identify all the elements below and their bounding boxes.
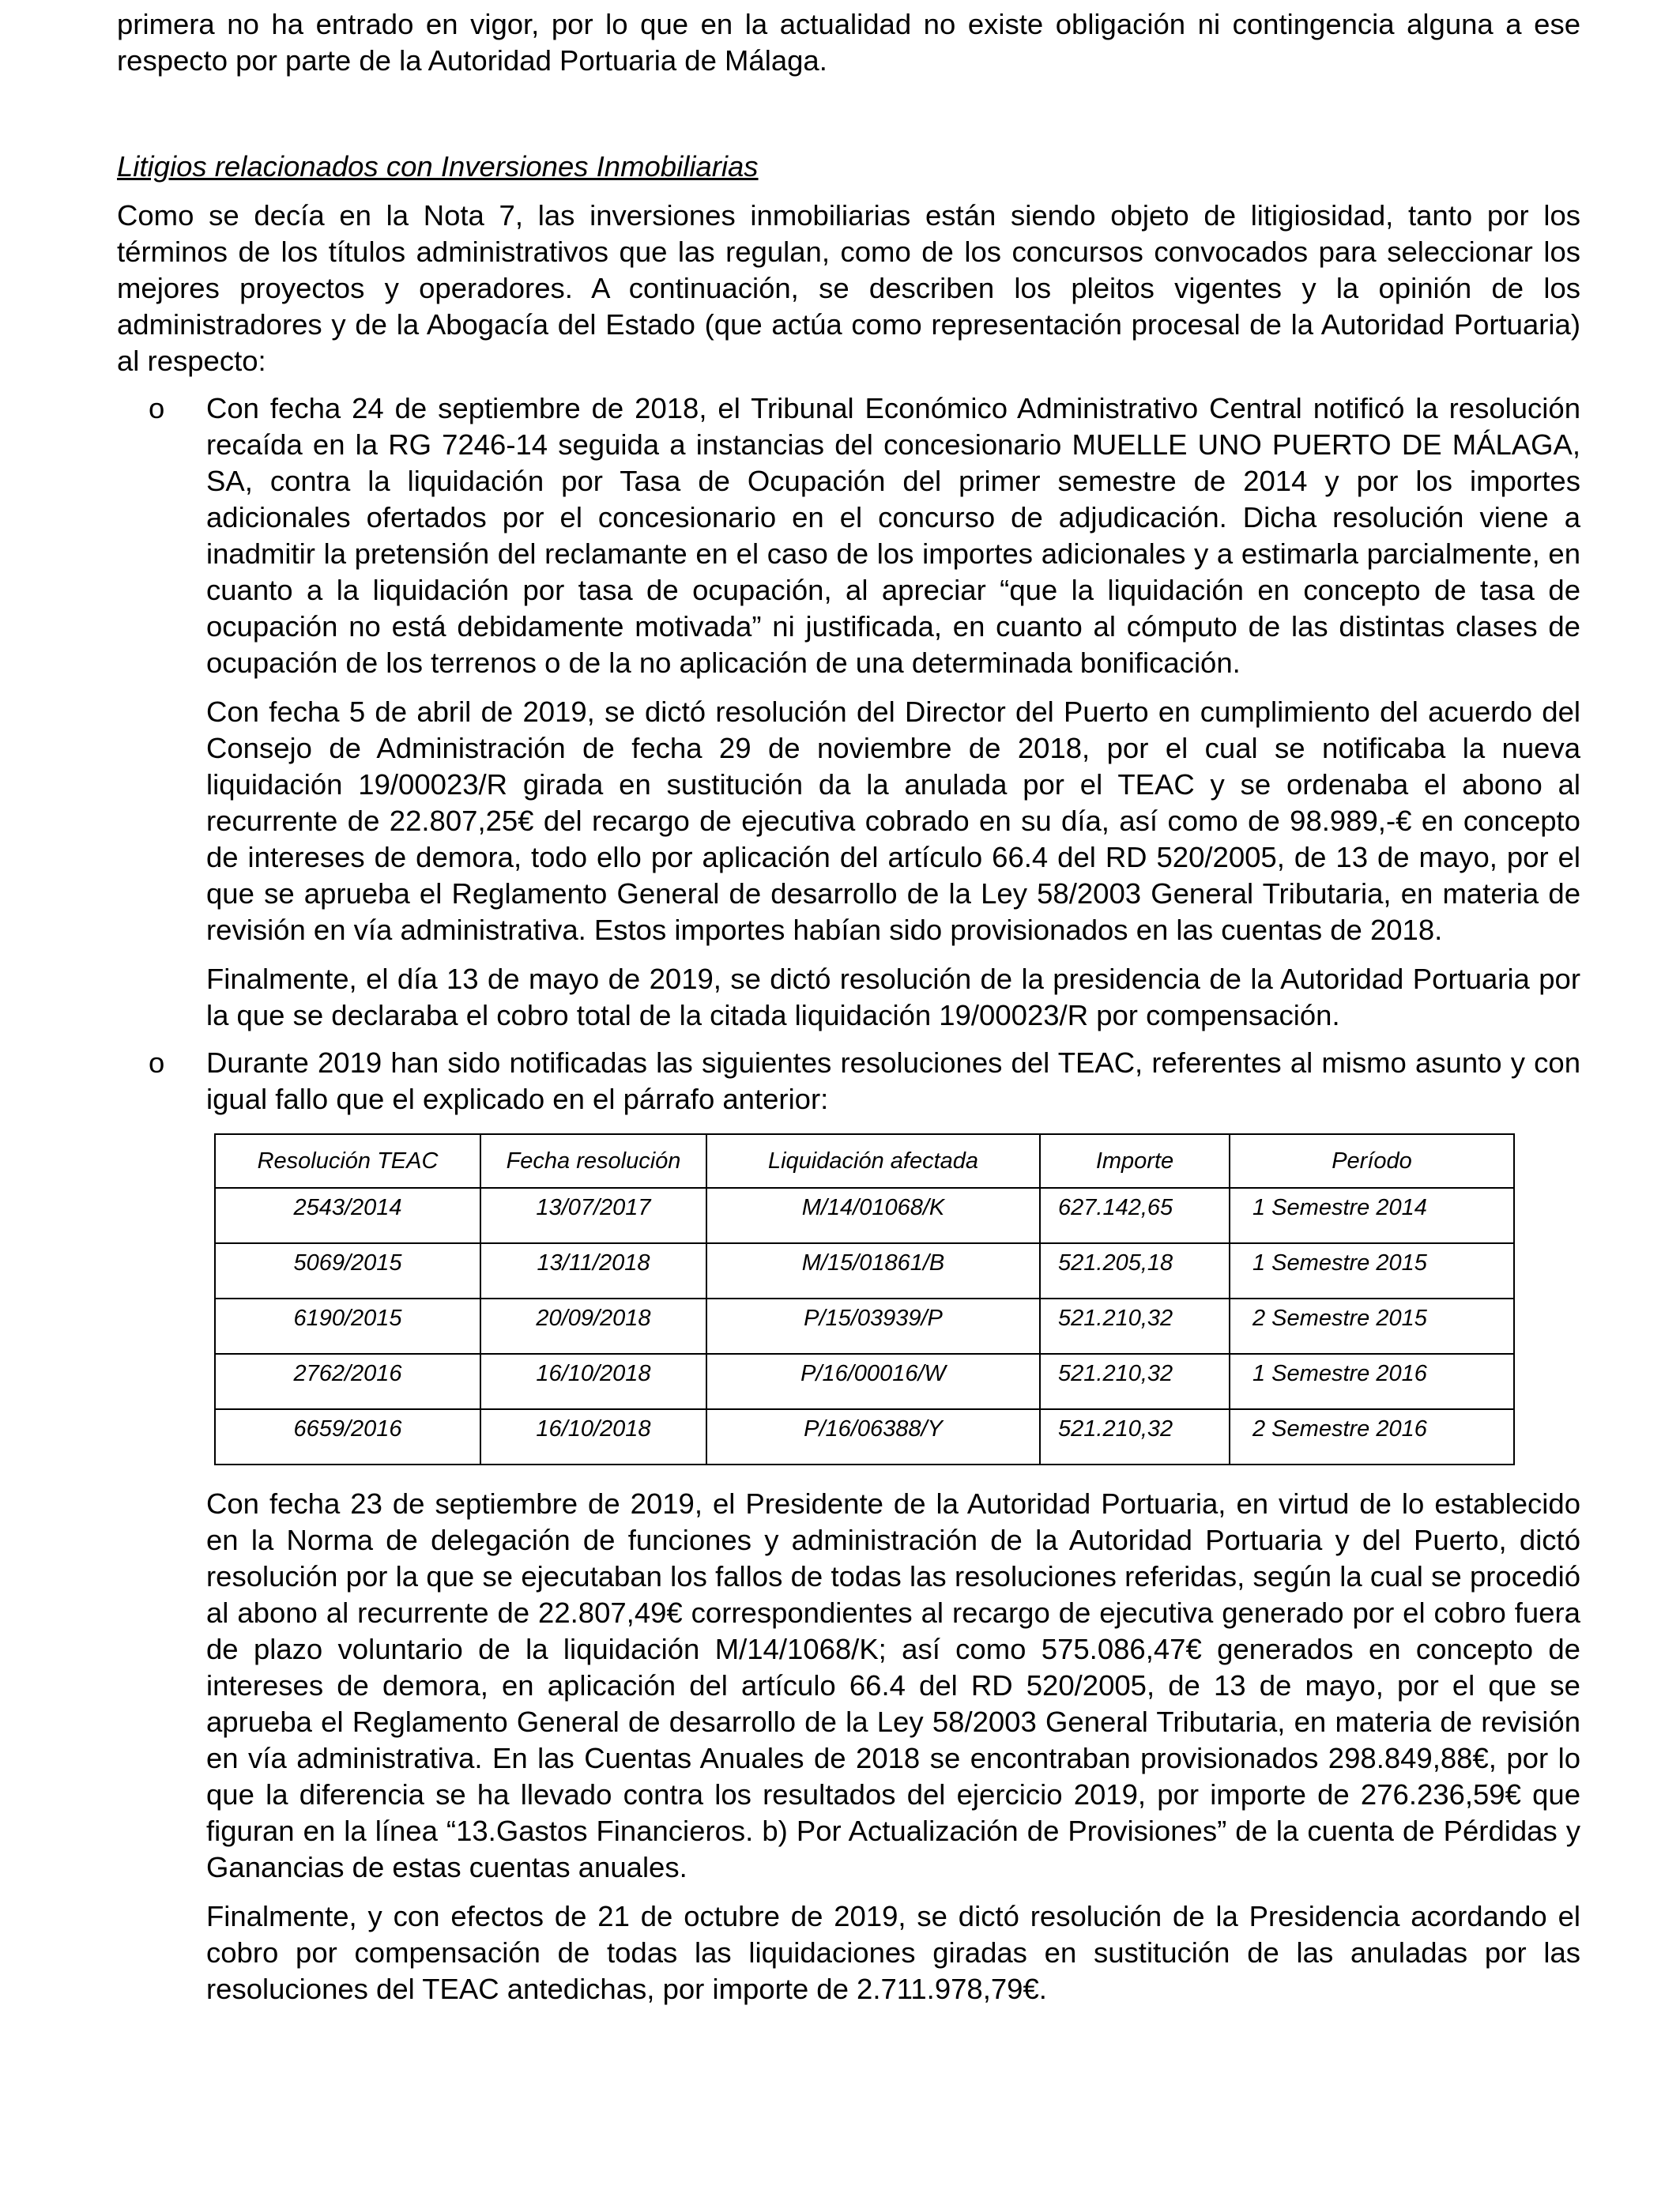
table-cell: 1 Semestre 2016 <box>1230 1354 1514 1409</box>
table-row <box>215 1299 1514 1354</box>
table-cell: 20/09/2018 <box>480 1299 706 1354</box>
bullet-1-paragraph: Con fecha 24 de septiembre de 2018, el Tribunal Económico Administrativo Central notificó la resolución recaída en la RG 7246-14 seguida a instancias del concesionario MUELLE UNO PUERTO DE MÁLAGA, SA, contra la liquidación por Tasa de Ocupación del primer semestre de 2014 y por los importes adicionales ofertados por el concesionario en el concurso de adjudicación. Dicha resolución viene a inadmitir la pretensión del reclamante en el caso de los importes adicionales y a estimarla parcialmente, en cuanto a la liquidación por tasa de ocupación, al apreciar “que la liquidación en concepto de tasa de ocupación no está debidamente motivada” ni justificada, en cuanto al cómputo de las distintas clases de ocupación de los terrenos o de la no aplicación de una determinada bonificación. <box>206 392 1580 679</box>
table-header-cell: Resolución TEAC <box>215 1134 480 1188</box>
table-cell: 521.210,32 <box>1040 1354 1230 1409</box>
table-cell: 13/11/2018 <box>480 1243 706 1299</box>
bullet-marker: o <box>149 392 165 424</box>
bullet-2-paragraph-3: Finalmente, y con efectos de 21 de octubre de 2019, se dictó resolución de la Presidencia acordando el cobro por compensación de todas las liquidaciones giradas en sustitución de las anuladas por las resoluciones del TEAC antedichas, por importe de 2.711.978,79€. <box>206 1900 1580 2005</box>
teac-resolutions-table <box>214 1133 1515 1465</box>
table-row <box>215 1409 1514 1465</box>
table-cell: 1 Semestre 2014 <box>1230 1188 1514 1243</box>
bullet-marker: o <box>149 1046 165 1079</box>
table-row <box>215 1188 1514 1243</box>
table-cell: 13/07/2017 <box>480 1188 706 1243</box>
table-row <box>215 1243 1514 1299</box>
table-cell: 2543/2014 <box>215 1188 480 1243</box>
table-cell: 2 Semestre 2016 <box>1230 1409 1514 1465</box>
table-cell: P/15/03939/P <box>706 1299 1040 1354</box>
section-heading: Litigios relacionados con Inversiones Inmobiliarias <box>117 150 759 183</box>
table-cell: 1 Semestre 2015 <box>1230 1243 1514 1299</box>
table-cell: 521.205,18 <box>1040 1243 1230 1299</box>
bullet-2-paragraph: Durante 2019 han sido notificadas las siguientes resoluciones del TEAC, referentes al mismo asunto y con igual fallo que el explicado en el párrafo anterior: <box>206 1046 1580 1115</box>
bullet-item-1 <box>117 390 1580 681</box>
table-cell: 5069/2015 <box>215 1243 480 1299</box>
table-header-row <box>215 1134 1514 1188</box>
table-cell: 16/10/2018 <box>480 1409 706 1465</box>
table-cell: 2 Semestre 2015 <box>1230 1299 1514 1354</box>
table-cell: 521.210,32 <box>1040 1409 1230 1465</box>
table-cell: 521.210,32 <box>1040 1299 1230 1354</box>
table-row <box>215 1354 1514 1409</box>
table-cell: 627.142,65 <box>1040 1188 1230 1243</box>
table-cell: 2762/2016 <box>215 1354 480 1409</box>
table-header-cell: Importe <box>1040 1134 1230 1188</box>
table-header-cell: Liquidación afectada <box>706 1134 1040 1188</box>
bullet-1-paragraph-3: Finalmente, el día 13 de mayo de 2019, se dictó resolución de la presidencia de la Autoridad Portuaria por la que se declaraba el cobro total de la citada liquidación 19/00023/R por compensación. <box>206 963 1580 1031</box>
table-cell: M/15/01861/B <box>706 1243 1040 1299</box>
intro-paragraph: primera no ha entrado en vigor, por lo que en la actualidad no existe obligación ni contingencia alguna a ese respecto por parte de la Autoridad Portuaria de Málaga. <box>117 8 1580 77</box>
table-header-cell: Fecha resolución <box>480 1134 706 1188</box>
table-cell: 6659/2016 <box>215 1409 480 1465</box>
bullet-2-paragraph-2: Con fecha 23 de septiembre de 2019, el Presidente de la Autoridad Portuaria, en virtud de lo establecido en la Norma de delegación de funciones y administración de la Autoridad Portuaria y del Puerto, dictó resolución por la que se ejecutaban los fallos de todas las resoluciones referidas, según la cual se procedió al abono al recurrente de 22.807,49€ correspondientes al recargo de ejecutiva generado por el cobro fuera de plazo voluntario de la liquidación M/14/1068/K; así como 575.086,47€ generados en concepto de intereses de demora, en aplicación del artículo 66.4 del RD 520/2005, de 13 de mayo, por el que se aprueba el Reglamento General de desarrollo de la Ley 58/2003 General Tributaria, en materia de revisión en vía administrativa. En las Cuentas Anuales de 2018 se encontraban provisionados 298.849,88€, por lo que la diferencia se ha llevado contra los resultados del ejercicio 2019, por importe de 276.236,59€ que figuran en la línea “13.Gastos Financieros. b) Por Actualización de Provisiones” de la cuenta de Pérdidas y Ganancias de estas cuentas anuales. <box>206 1487 1580 1883</box>
table-cell: P/16/00016/W <box>706 1354 1040 1409</box>
paragraph-intro-litigios: Como se decía en la Nota 7, las inversiones inmobiliarias están siendo objeto de litigiosidad, tanto por los términos de los títulos administrativos que las regulan, como de los concursos convocados para seleccionar los mejores proyectos y operadores. A continuación, se describen los pleitos vigentes y la opinión de los administradores y de la Abogacía del Estado (que actúa como representación procesal de la Autoridad Portuaria) al respecto: <box>117 199 1580 377</box>
bullet-item-2 <box>117 1045 1580 1118</box>
table-cell: 16/10/2018 <box>480 1354 706 1409</box>
table-cell: P/16/06388/Y <box>706 1409 1040 1465</box>
table-header-cell: Período <box>1230 1134 1514 1188</box>
bullet-1-paragraph-2: Con fecha 5 de abril de 2019, se dictó resolución del Director del Puerto en cumplimiento del acuerdo del Consejo de Administración de fecha 29 de noviembre de 2018, por el cual se notificaba la nueva liquidación 19/00023/R girada en sustitución da la anulada por el TEAC y se ordenaba el abono al recurrente de 22.807,25€ del recargo de ejecutiva cobrado en su día, así como de 98.989,-€ en concepto de intereses de demora, todo ello por aplicación del artículo 66.4 del RD 520/2005, de 13 de mayo, por el que se aprueba el Reglamento General de desarrollo de la Ley 58/2003 General Tributaria, en materia de revisión en vía administrativa. Estos importes habían sido provisionados en las cuentas de 2018. <box>206 696 1580 946</box>
document-page <box>117 6 1580 2007</box>
table-cell: M/14/01068/K <box>706 1188 1040 1243</box>
table-cell: 6190/2015 <box>215 1299 480 1354</box>
